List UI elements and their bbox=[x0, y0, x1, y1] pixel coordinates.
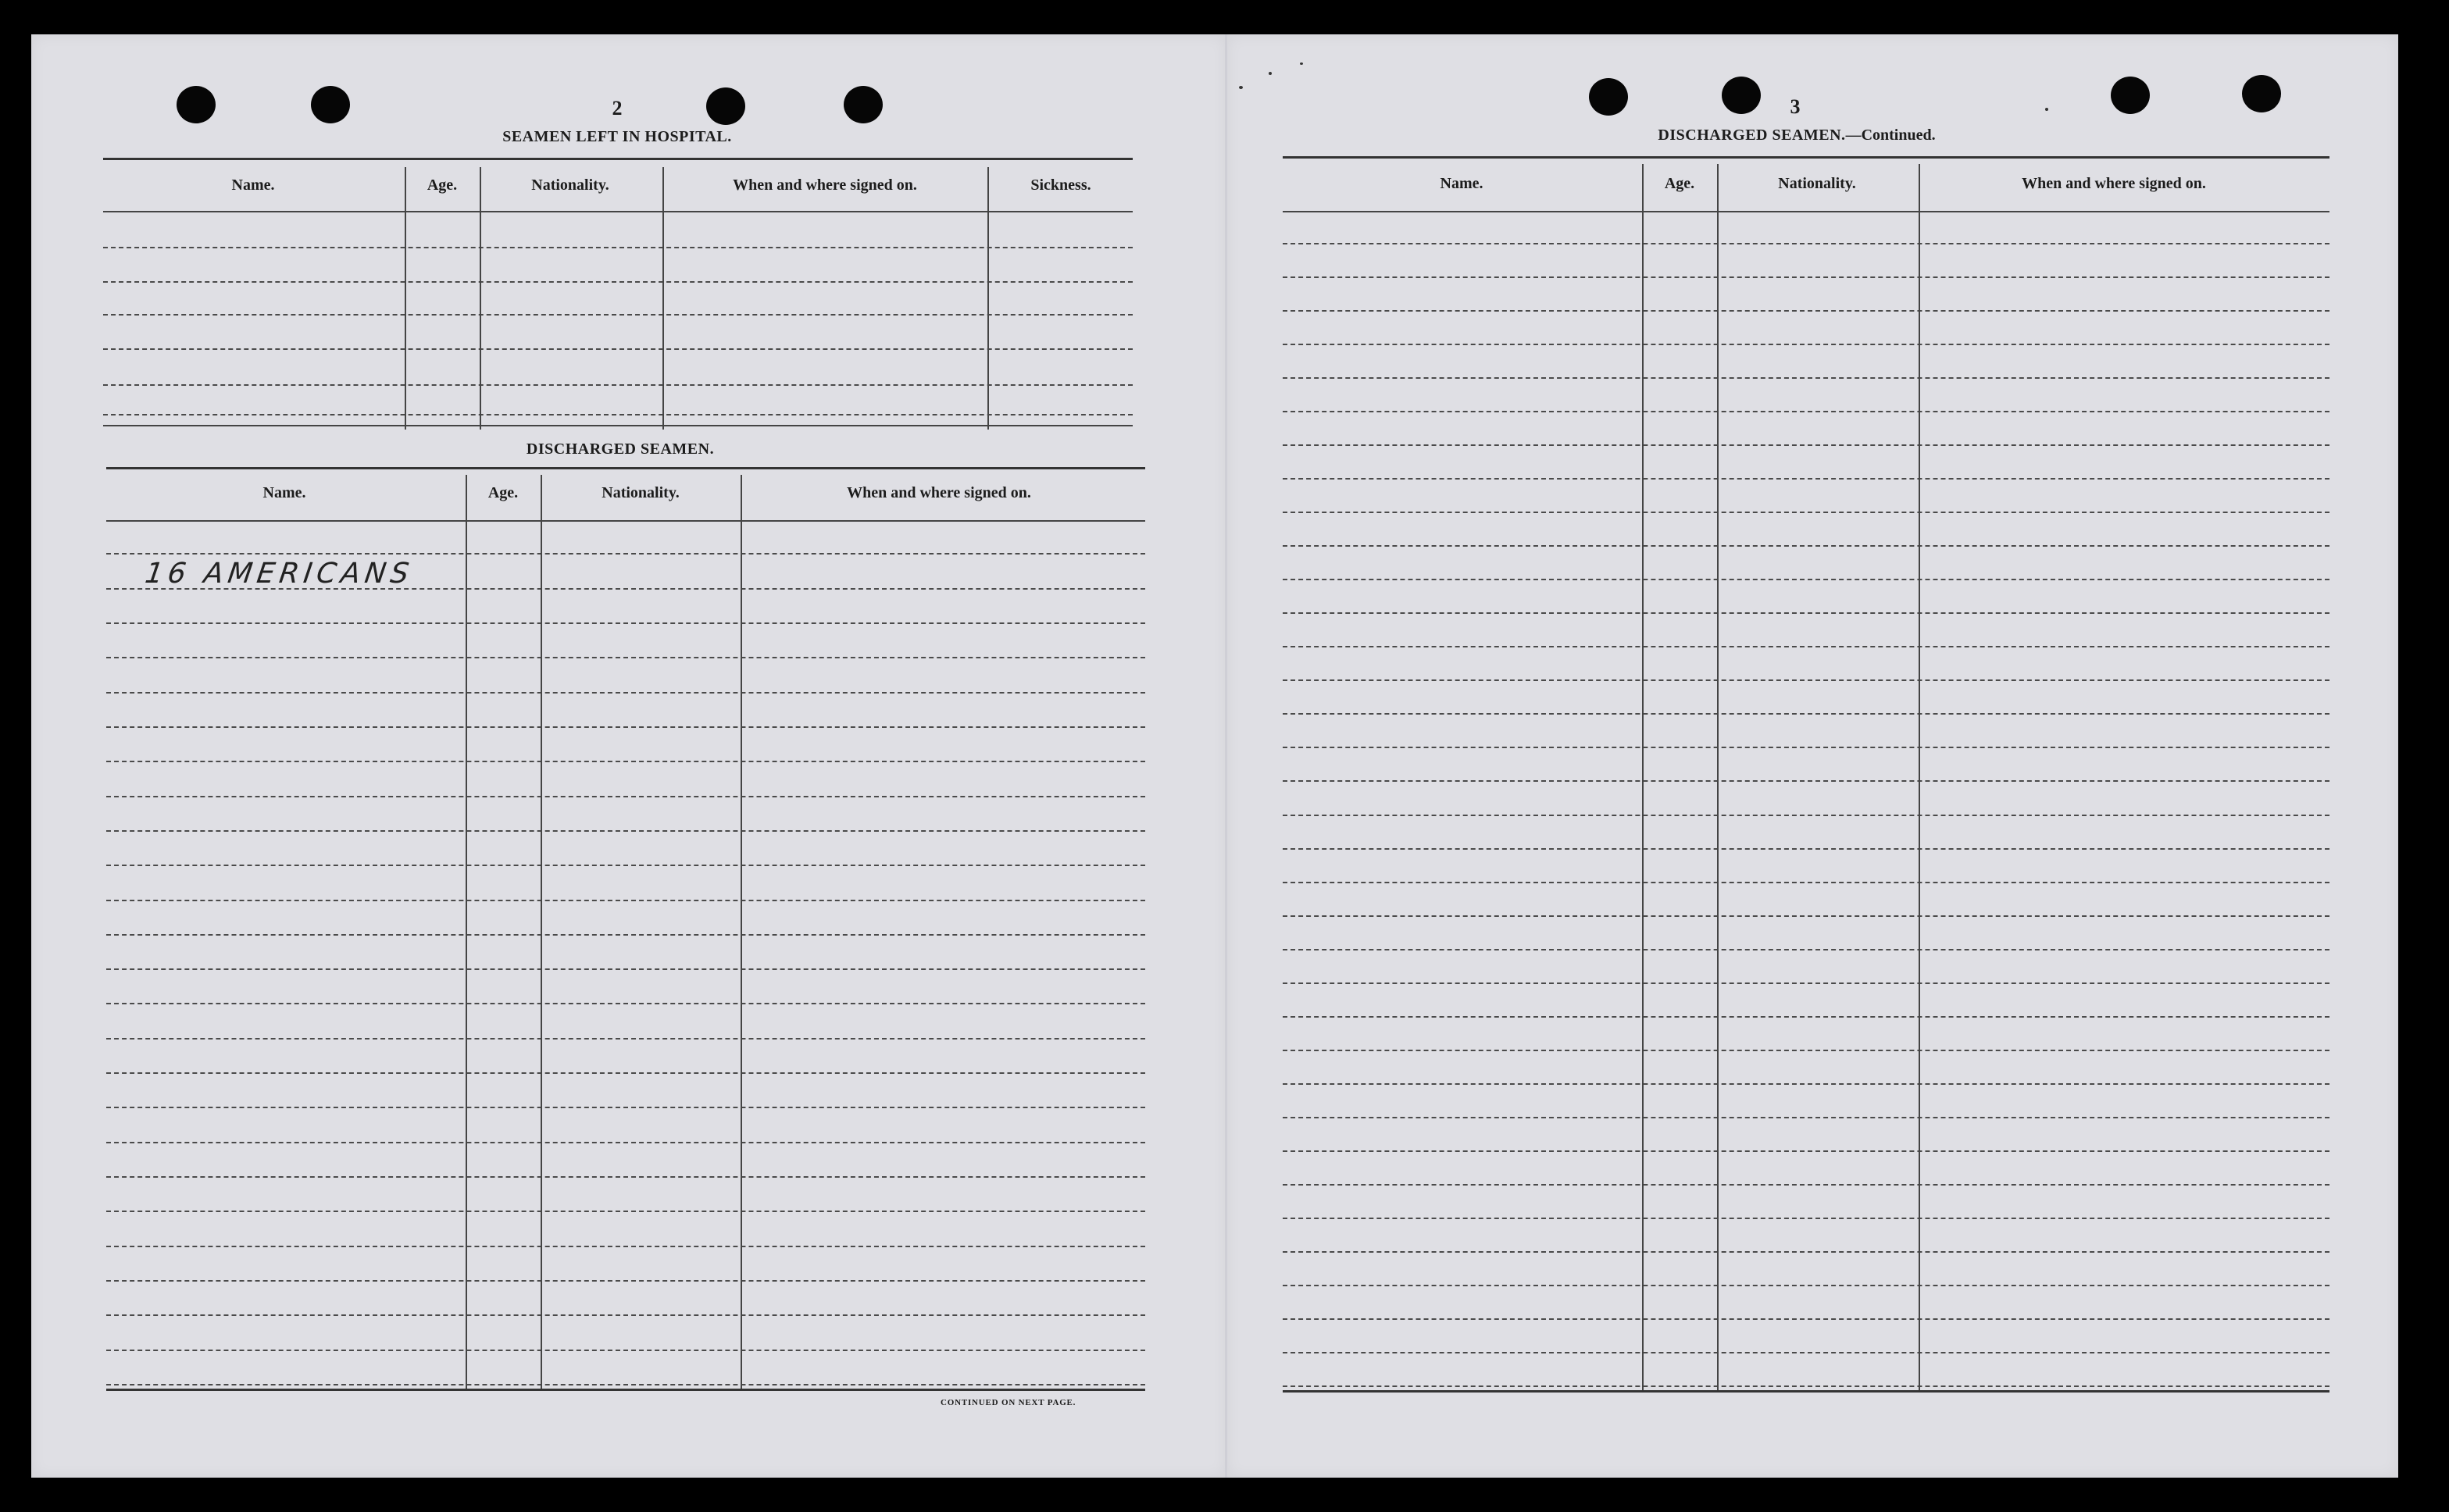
table-row bbox=[103, 348, 1133, 350]
table-row bbox=[1283, 411, 2329, 412]
table-row bbox=[1283, 1385, 2329, 1387]
table-row bbox=[1283, 1050, 2329, 1051]
punch-hole bbox=[2111, 77, 2150, 114]
table-row bbox=[106, 553, 1145, 555]
discharged-table bbox=[106, 467, 1145, 1393]
table-row bbox=[1283, 377, 2329, 379]
table-row bbox=[1283, 545, 2329, 547]
continued-suffix: —Continued. bbox=[1845, 127, 1936, 144]
continued-col-nationality: Nationality. bbox=[1778, 175, 1856, 192]
discharged-section-title: DISCHARGED SEAMEN. bbox=[526, 440, 715, 458]
table-row bbox=[106, 1246, 1145, 1247]
continued-col-name: Name. bbox=[1440, 175, 1483, 192]
table-row bbox=[106, 934, 1145, 936]
table-row bbox=[1283, 646, 2329, 647]
ink-speck bbox=[1239, 86, 1243, 89]
discharged-col-signed-on: When and where signed on. bbox=[847, 484, 1031, 501]
table-row bbox=[106, 1384, 1145, 1385]
table-row bbox=[106, 1176, 1145, 1178]
continued-col-signed-on: When and where signed on. bbox=[2022, 175, 2206, 192]
table-row bbox=[106, 1211, 1145, 1212]
ink-speck bbox=[1269, 72, 1272, 75]
table-row bbox=[106, 1142, 1145, 1143]
hospital-col-age: Age. bbox=[427, 177, 458, 194]
handwritten-entry: 16 AMERICANS bbox=[143, 558, 416, 590]
table-row bbox=[106, 830, 1145, 832]
table-row bbox=[106, 1314, 1145, 1316]
table-row bbox=[106, 622, 1145, 624]
page-fold bbox=[1225, 34, 1227, 1478]
discharged-continued-title-text: DISCHARGED SEAMEN. bbox=[1658, 127, 1846, 144]
ink-speck bbox=[2045, 108, 2048, 111]
table-row bbox=[1283, 243, 2329, 244]
table-row bbox=[106, 692, 1145, 694]
table-row bbox=[1283, 1083, 2329, 1085]
page-number-right: 3 bbox=[1790, 95, 1801, 118]
table-row bbox=[1283, 1352, 2329, 1353]
table-row bbox=[1283, 882, 2329, 883]
table-row bbox=[1283, 444, 2329, 446]
discharged-continued-title bbox=[1562, 127, 2031, 144]
table-row bbox=[106, 726, 1145, 728]
hospital-col-sickness: Sickness. bbox=[1030, 177, 1091, 194]
table-row bbox=[1283, 915, 2329, 917]
table-row bbox=[1283, 713, 2329, 715]
table-row bbox=[1283, 747, 2329, 748]
table-row bbox=[103, 414, 1133, 415]
punch-hole bbox=[311, 86, 350, 123]
hospital-section-title: SEAMEN LEFT IN HOSPITAL. bbox=[502, 128, 732, 145]
table-row bbox=[106, 900, 1145, 901]
punch-hole bbox=[844, 86, 883, 123]
hospital-col-name: Name. bbox=[231, 177, 275, 194]
ink-speck bbox=[1300, 62, 1303, 65]
table-row bbox=[1283, 310, 2329, 312]
table-row bbox=[1283, 982, 2329, 984]
table-row bbox=[1283, 276, 2329, 278]
table-row bbox=[1283, 612, 2329, 614]
table-row bbox=[1283, 344, 2329, 345]
table-row bbox=[1283, 1218, 2329, 1219]
table-row bbox=[1283, 848, 2329, 850]
table-row bbox=[1283, 679, 2329, 681]
discharged-col-name: Name. bbox=[262, 484, 306, 501]
hospital-col-nationality: Nationality. bbox=[531, 177, 609, 194]
table-row bbox=[1283, 1251, 2329, 1253]
table-row bbox=[103, 281, 1133, 283]
table-row bbox=[1283, 1184, 2329, 1186]
table-row bbox=[1283, 512, 2329, 513]
discharged-continued-table bbox=[1283, 156, 2329, 1395]
hospital-table bbox=[103, 158, 1133, 431]
table-row bbox=[1283, 1318, 2329, 1320]
table-row bbox=[106, 1038, 1145, 1040]
table-row bbox=[1283, 815, 2329, 816]
table-row bbox=[106, 657, 1145, 658]
table-row bbox=[106, 1350, 1145, 1351]
table-row bbox=[106, 968, 1145, 970]
table-row bbox=[103, 314, 1133, 316]
punch-hole bbox=[177, 86, 216, 123]
table-row bbox=[1283, 949, 2329, 950]
punch-hole bbox=[1722, 77, 1761, 114]
table-row bbox=[1283, 780, 2329, 782]
table-row bbox=[106, 1107, 1145, 1108]
hospital-col-signed-on: When and where signed on. bbox=[733, 177, 917, 194]
table-row bbox=[106, 796, 1145, 797]
table-row bbox=[1283, 1117, 2329, 1118]
discharged-col-nationality: Nationality. bbox=[602, 484, 680, 501]
continued-note: CONTINUED ON NEXT PAGE. bbox=[941, 1398, 1076, 1407]
page-number-left: 2 bbox=[612, 97, 623, 119]
table-row bbox=[1283, 1285, 2329, 1286]
table-row bbox=[1283, 1150, 2329, 1152]
table-row bbox=[106, 1003, 1145, 1004]
table-row bbox=[1283, 1016, 2329, 1018]
table-row bbox=[103, 247, 1133, 248]
table-row bbox=[1283, 478, 2329, 480]
table-row bbox=[106, 761, 1145, 762]
table-row bbox=[106, 1072, 1145, 1074]
table-row bbox=[106, 865, 1145, 866]
continued-col-age: Age. bbox=[1664, 175, 1695, 192]
discharged-col-age: Age. bbox=[487, 484, 519, 501]
table-row bbox=[1283, 579, 2329, 580]
table-row bbox=[103, 384, 1133, 386]
punch-hole bbox=[2242, 75, 2281, 112]
punch-hole bbox=[706, 87, 745, 125]
punch-hole bbox=[1589, 78, 1628, 116]
table-row bbox=[106, 1280, 1145, 1282]
